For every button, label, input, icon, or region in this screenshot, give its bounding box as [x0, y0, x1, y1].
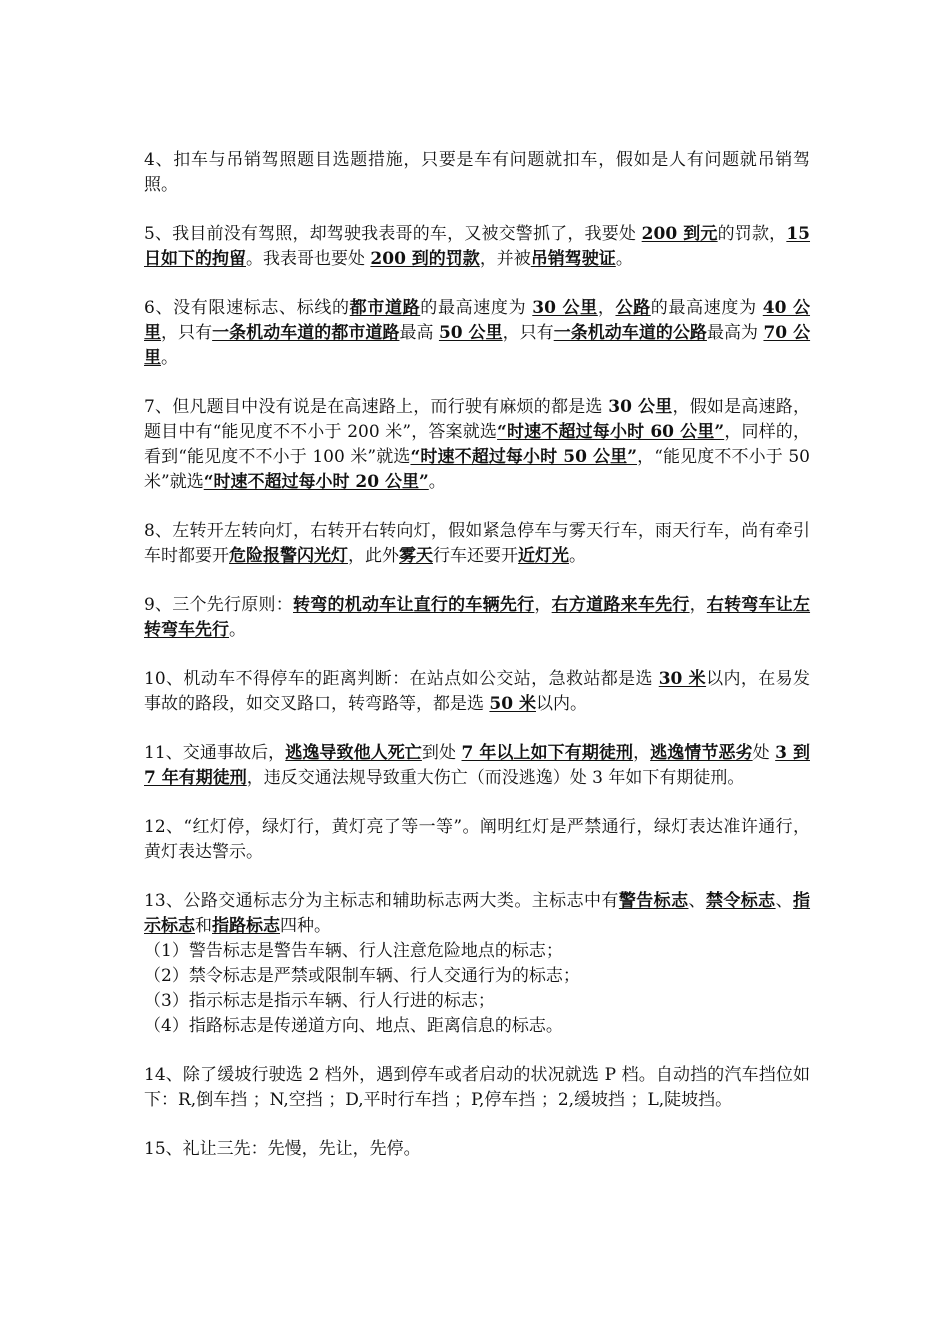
text-run: 和: [195, 916, 212, 936]
highlighted-text: 40 公里: [144, 298, 811, 343]
sign-item-3: （3）指示标志是指示车辆、行人行进的标志；: [144, 991, 495, 1011]
highlighted-text: 警告标志: [618, 891, 689, 911]
paragraph: [144, 296, 810, 371]
paragraph: [144, 519, 810, 569]
text-run: ，: [689, 595, 707, 615]
text-run: 最高: [399, 323, 439, 343]
text-run: 最高为: [706, 323, 764, 343]
text-run: 7、但凡题目中没有说是在高速路上，而行驶有麻烦的都是选: [144, 397, 609, 417]
highlighted-text: 一条机动车道的都市道路: [212, 323, 400, 343]
paragraph: [144, 148, 810, 198]
text-run: ，此外: [348, 546, 399, 566]
text-run: ，“能见度不不小于 50 米”就选: [144, 447, 810, 492]
text-run: 4、扣车与吊销驾照题目选题措施，只要是车有问题就扣车，假如是人有问题就吊销驾照。: [144, 150, 810, 195]
highlighted-text: 200 到的罚款: [370, 249, 480, 269]
paragraph: [144, 741, 810, 791]
text-run: 15、礼让三先：先慢，先让，先停。: [144, 1139, 421, 1159]
highlighted-text: 指示标志: [144, 891, 811, 936]
highlighted-text: 70 公里: [144, 323, 811, 368]
bold-text: 30 公里: [608, 397, 673, 417]
highlighted-text: 15 日如下的拘留: [144, 224, 811, 269]
highlighted-text: 都市道路: [349, 298, 421, 318]
paragraph: [144, 1063, 810, 1113]
highlighted-text: 近灯光: [518, 546, 569, 566]
highlighted-text: 逃逸情节恶劣: [650, 743, 753, 763]
highlighted-text: 30 米: [658, 669, 707, 689]
text-run: 5、我目前没有驾照，却驾驶我表哥的车，又被交警抓了，我要处: [144, 224, 642, 244]
paragraph: [144, 815, 810, 865]
text-run: 14、除了缓坡行驶选 2 档外，遇到停车或者启动的状况就选 P 档。自动挡的汽车挡位如下：R,倒车挡 ；N,空挡 ；D,平时行车挡 ；P,停车挡 ；2,缓坡挡 ；L,陡坡挡。: [144, 1065, 810, 1110]
highlighted-text: 雾天: [399, 546, 433, 566]
text-run: ，: [534, 595, 552, 615]
highlighted-text: 禁令标志: [705, 891, 776, 911]
text-run: 、: [775, 891, 794, 911]
text-run: 的最高速度为: [650, 298, 763, 318]
highlighted-text: “时速不超过每小时 50 公里”: [410, 447, 638, 467]
paragraph-13-text: [144, 889, 810, 939]
text-run: 。: [569, 546, 586, 566]
text-run: 。我表哥也要处: [246, 249, 371, 269]
highlighted-text: 逃逸导致他人死亡: [285, 743, 422, 763]
text-run: 。: [615, 249, 633, 269]
text-run: 以内，在易发事故的路段，如交叉路口，转弯路等，都是选: [144, 669, 811, 714]
text-run: 。: [229, 620, 246, 640]
text-run: 10、机动车不得停车的距离判断：在站点如公交站，急救站都是选: [144, 669, 659, 689]
paragraph: [144, 395, 810, 495]
text-run: 到处: [421, 743, 462, 763]
paragraph: [144, 667, 810, 717]
text-run: 的罚款，: [717, 224, 787, 244]
paragraph: [144, 222, 810, 272]
text-run: ，只有: [161, 323, 213, 343]
highlighted-text: 30 公里: [532, 298, 598, 318]
highlighted-text: 危险报警闪光灯: [229, 546, 348, 566]
highlighted-text: 右转弯车让左转弯车先行: [144, 595, 811, 640]
text-run: ，: [597, 298, 616, 318]
text-run: 处: [752, 743, 776, 763]
text-run: 行车还要开: [433, 546, 518, 566]
text-run: 。: [161, 348, 178, 368]
paragraph: [144, 1137, 810, 1162]
highlighted-text: 200 到元: [641, 224, 718, 244]
highlighted-text: 一条机动车道的公路: [553, 323, 707, 343]
highlighted-text: 右方道路来车先行: [551, 595, 690, 615]
highlighted-text: 3 到 7 年有期徒刑: [144, 743, 810, 788]
highlighted-text: “时速不超过每小时 20 公里”: [203, 472, 429, 492]
sign-item-4: （4）指路标志是传递道方向、地点、距离信息的标志。: [144, 1016, 563, 1036]
text-run: ，只有: [502, 323, 554, 343]
text-run: 9、三个先行原则：: [144, 595, 293, 615]
paragraph-list-tail: [144, 1063, 810, 1162]
text-run: 8、左转开左转向灯，右转开右转向灯，假如紧急停车与雾天行车，雨天行车，尚有牵引车时都要开: [144, 521, 810, 566]
text-run: ，假如是高速路，题目中有“能见度不不小于 200 米”，答案就选: [144, 397, 811, 442]
highlighted-text: 7 年以上如下有期徒刑: [461, 743, 634, 763]
highlighted-text: 50 米: [489, 694, 536, 714]
text-run: 11、交通事故后，: [144, 743, 286, 763]
text-run: 、: [688, 891, 706, 911]
highlighted-text: 转弯的机动车让直行的车辆先行: [293, 595, 535, 615]
text-run: ，同样的，看到“能见度不不小于 100 米”就选: [144, 422, 810, 467]
highlighted-text: 公路: [615, 298, 651, 318]
text-run: ，并被: [479, 249, 531, 269]
text-run: 以内。: [535, 694, 587, 714]
text-run: ，: [633, 743, 651, 763]
text-run: 的最高速度为: [420, 298, 533, 318]
highlighted-text: 吊销驾驶证: [530, 249, 616, 269]
paragraph-13: [144, 889, 810, 1039]
highlighted-text: 指路标志: [212, 916, 280, 936]
text-run: 四种。: [280, 916, 331, 936]
text-run: 13、公路交通标志分为主标志和辅助标志两大类。主标志中有: [144, 891, 619, 911]
text-run: 。: [428, 472, 446, 492]
text-run: 12、“红灯停，绿灯行，黄灯亮了等一等”。阐明红灯是严禁通行，绿灯表达准许通行，黄灯表达警示。: [144, 817, 810, 862]
paragraph: [144, 593, 810, 643]
text-run: ，违反交通法规导致重大伤亡（而没逃逸）处 3 年如下有期徒刑。: [246, 768, 745, 788]
paragraph-list: [144, 148, 810, 865]
sign-item-2: （2）禁令标志是严禁或限制车辆、行人交通行为的标志；: [144, 966, 580, 986]
highlighted-text: “时速不超过每小时 60 公里”: [497, 422, 725, 442]
text-run: 6、没有限速标志、标线的: [144, 298, 350, 318]
sign-item-1: （1）警告标志是警告车辆、行人注意危险地点的标志；: [144, 941, 563, 961]
highlighted-text: 50 公里: [438, 323, 503, 343]
